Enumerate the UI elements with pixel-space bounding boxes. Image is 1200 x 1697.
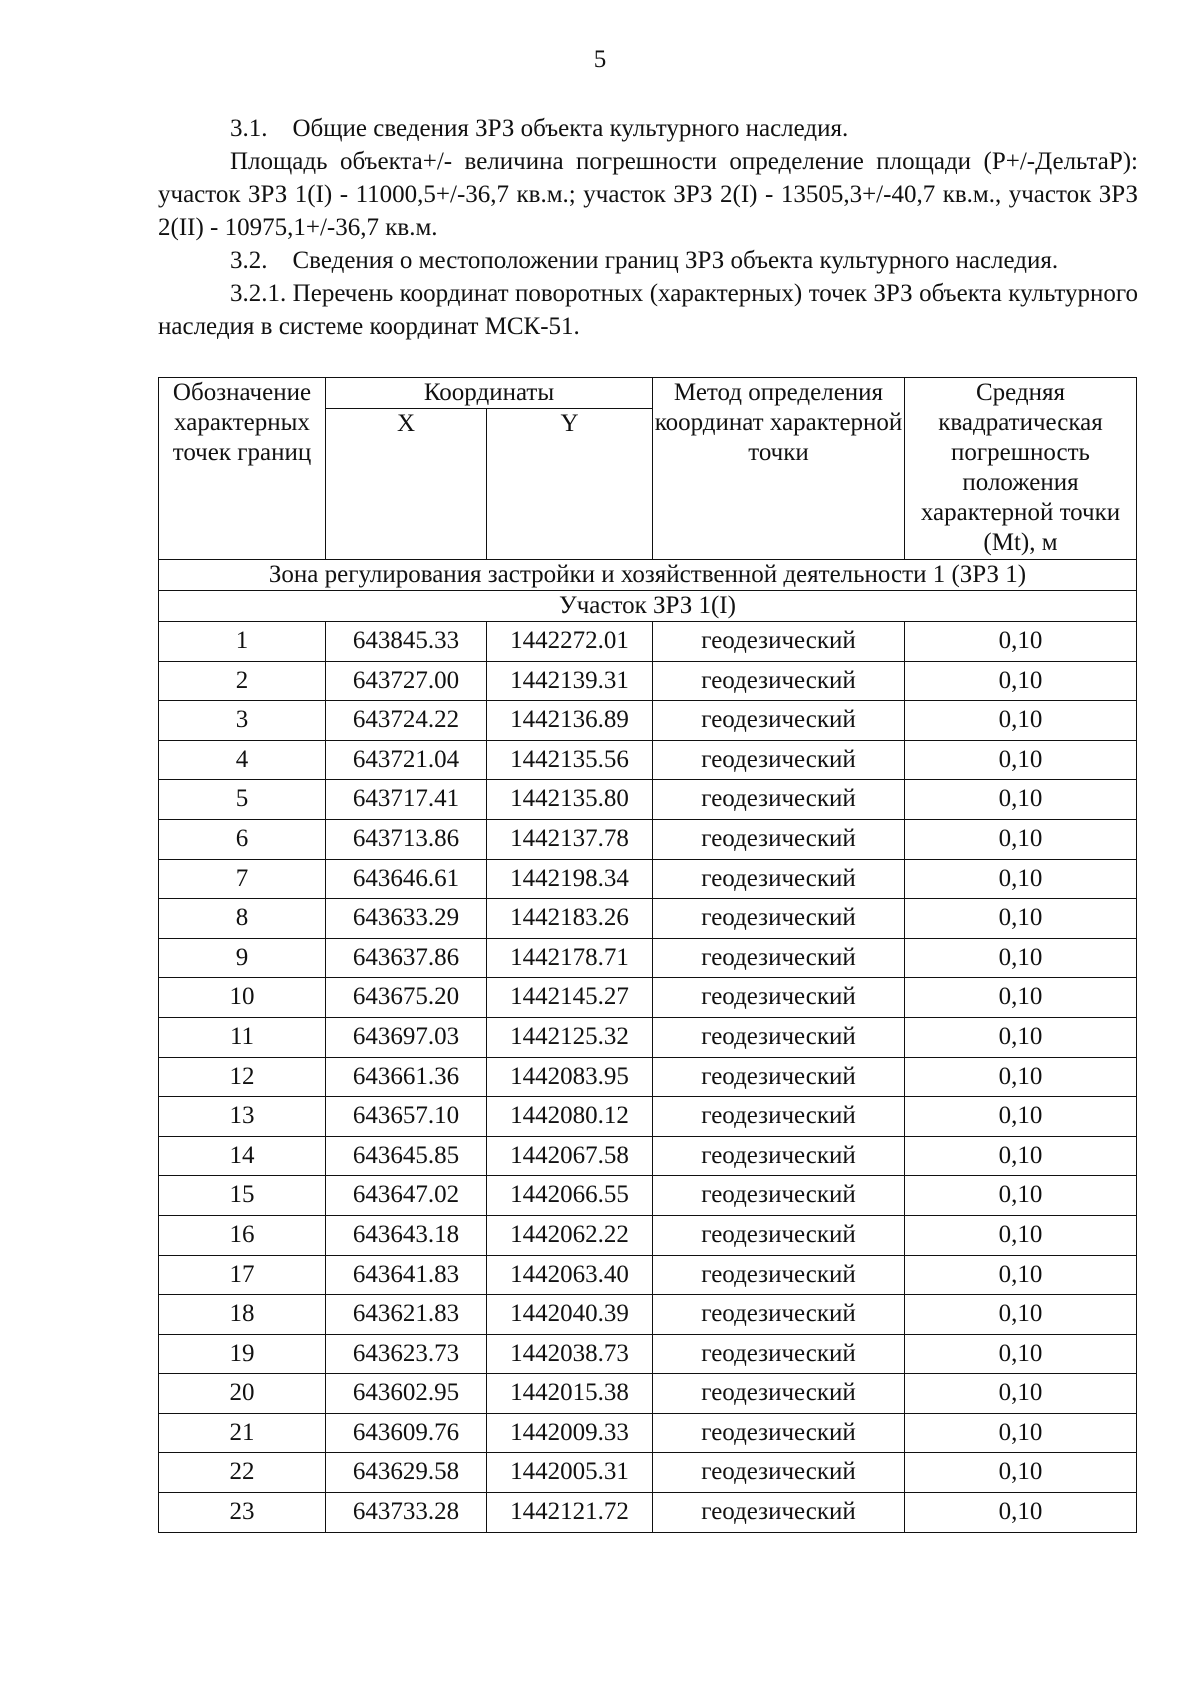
coord-y-cell: 1442005.31 bbox=[487, 1453, 653, 1493]
coord-y-cell: 1442125.32 bbox=[487, 1017, 653, 1057]
coord-y-cell: 1442135.80 bbox=[487, 780, 653, 820]
coord-y-cell: 1442083.95 bbox=[487, 1057, 653, 1097]
coord-y-cell: 1442038.73 bbox=[487, 1334, 653, 1374]
table-row bbox=[159, 740, 1137, 780]
method-cell: геодезический bbox=[653, 1255, 905, 1295]
coord-x-cell: 643675.20 bbox=[326, 978, 487, 1018]
table-row bbox=[159, 661, 1137, 701]
point-number-cell: 13 bbox=[159, 1097, 326, 1137]
coord-x-cell: 643697.03 bbox=[326, 1017, 487, 1057]
point-number-cell: 15 bbox=[159, 1176, 326, 1216]
coord-x-cell: 643721.04 bbox=[326, 740, 487, 780]
mean-error-cell: 0,10 bbox=[905, 1413, 1137, 1453]
point-number-cell: 7 bbox=[159, 859, 326, 899]
point-number-cell: 3 bbox=[159, 701, 326, 741]
mean-error-cell: 0,10 bbox=[905, 859, 1137, 899]
coord-y-cell: 1442015.38 bbox=[487, 1374, 653, 1414]
method-cell: геодезический bbox=[653, 780, 905, 820]
coord-y-cell: 1442066.55 bbox=[487, 1176, 653, 1216]
table-row bbox=[159, 1057, 1137, 1097]
table-row bbox=[159, 1453, 1137, 1493]
section-3-2-heading: 3.2. Сведения о местоположении границ ЗРЗ объекта культурного наследия. bbox=[230, 247, 1059, 274]
mean-error-cell: 0,10 bbox=[905, 899, 1137, 939]
table-row bbox=[159, 701, 1137, 741]
mean-error-cell: 0,10 bbox=[905, 661, 1137, 701]
table-row bbox=[159, 1097, 1137, 1137]
method-cell: геодезический bbox=[653, 740, 905, 780]
coord-x-cell: 643727.00 bbox=[326, 661, 487, 701]
table-header-row bbox=[159, 378, 1137, 409]
mean-error-cell: 0,10 bbox=[905, 978, 1137, 1018]
table-row bbox=[159, 1413, 1137, 1453]
coord-y-cell: 1442183.26 bbox=[487, 899, 653, 939]
table-row bbox=[159, 1215, 1137, 1255]
method-cell: геодезический bbox=[653, 1215, 905, 1255]
point-number-cell: 11 bbox=[159, 1017, 326, 1057]
method-cell: геодезический bbox=[653, 1334, 905, 1374]
coord-x-cell: 643647.02 bbox=[326, 1176, 487, 1216]
method-cell: геодезический bbox=[653, 1176, 905, 1216]
coord-x-cell: 643724.22 bbox=[326, 701, 487, 741]
document-body bbox=[158, 112, 1138, 343]
mean-error-cell: 0,10 bbox=[905, 622, 1137, 662]
point-number-cell: 12 bbox=[159, 1057, 326, 1097]
zone-title-row bbox=[159, 560, 1137, 591]
coord-x-cell: 643641.83 bbox=[326, 1255, 487, 1295]
section-3-1-area-text: Площадь объекта+/- величина погрешности определение площади (Р+/-ДельтаР): участок ЗРЗ 1(I) - 11000,5+/-36,7 кв.м.; участок ЗРЗ 2(I) - 13505,3+/-40,7 кв.м., участок ЗРЗ 2(II) - 10975,1+/-36,7 кв.м. bbox=[158, 148, 1138, 241]
coord-x-cell: 643609.76 bbox=[326, 1413, 487, 1453]
coord-y-cell: 1442040.39 bbox=[487, 1295, 653, 1335]
method-cell: геодезический bbox=[653, 819, 905, 859]
coord-x-cell: 643623.73 bbox=[326, 1334, 487, 1374]
coord-x-cell: 643629.58 bbox=[326, 1453, 487, 1493]
section-title-row bbox=[159, 591, 1137, 622]
table-row bbox=[159, 1176, 1137, 1216]
coord-y-cell: 1442067.58 bbox=[487, 1136, 653, 1176]
coord-x-cell: 643661.36 bbox=[326, 1057, 487, 1097]
point-number-cell: 21 bbox=[159, 1413, 326, 1453]
table-row bbox=[159, 1295, 1137, 1335]
method-cell: геодезический bbox=[653, 1453, 905, 1493]
header-y: Y bbox=[487, 409, 653, 560]
method-cell: геодезический bbox=[653, 899, 905, 939]
point-number-cell: 9 bbox=[159, 938, 326, 978]
coord-y-cell: 1442063.40 bbox=[487, 1255, 653, 1295]
coord-y-cell: 1442121.72 bbox=[487, 1493, 653, 1533]
coord-y-cell: 1442009.33 bbox=[487, 1413, 653, 1453]
coord-x-cell: 643621.83 bbox=[326, 1295, 487, 1335]
mean-error-cell: 0,10 bbox=[905, 740, 1137, 780]
mean-error-cell: 0,10 bbox=[905, 1057, 1137, 1097]
coord-y-cell: 1442145.27 bbox=[487, 978, 653, 1018]
table-row bbox=[159, 1374, 1137, 1414]
mean-error-cell: 0,10 bbox=[905, 1215, 1137, 1255]
point-number-cell: 6 bbox=[159, 819, 326, 859]
coord-y-cell: 1442136.89 bbox=[487, 701, 653, 741]
mean-error-cell: 0,10 bbox=[905, 819, 1137, 859]
table-row bbox=[159, 622, 1137, 662]
table-row bbox=[159, 938, 1137, 978]
point-number-cell: 16 bbox=[159, 1215, 326, 1255]
mean-error-cell: 0,10 bbox=[905, 938, 1137, 978]
method-cell: геодезический bbox=[653, 661, 905, 701]
method-cell: геодезический bbox=[653, 1374, 905, 1414]
mean-error-cell: 0,10 bbox=[905, 1136, 1137, 1176]
coordinates-table bbox=[158, 377, 1137, 1533]
table-row bbox=[159, 1136, 1137, 1176]
mean-error-cell: 0,10 bbox=[905, 780, 1137, 820]
point-number-cell: 22 bbox=[159, 1453, 326, 1493]
coord-x-cell: 643633.29 bbox=[326, 899, 487, 939]
coord-y-cell: 1442062.22 bbox=[487, 1215, 653, 1255]
method-cell: геодезический bbox=[653, 1097, 905, 1137]
coord-y-cell: 1442198.34 bbox=[487, 859, 653, 899]
method-cell: геодезический bbox=[653, 1017, 905, 1057]
point-number-cell: 5 bbox=[159, 780, 326, 820]
method-cell: геодезический bbox=[653, 1295, 905, 1335]
mean-error-cell: 0,10 bbox=[905, 1017, 1137, 1057]
method-cell: геодезический bbox=[653, 859, 905, 899]
point-number-cell: 23 bbox=[159, 1493, 326, 1533]
table-row bbox=[159, 1493, 1137, 1533]
zone-title: Зона регулирования застройки и хозяйственной деятельности 1 (ЗРЗ 1) bbox=[159, 560, 1137, 591]
table-row bbox=[159, 819, 1137, 859]
point-number-cell: 8 bbox=[159, 899, 326, 939]
table-row bbox=[159, 1017, 1137, 1057]
coord-y-cell: 1442139.31 bbox=[487, 661, 653, 701]
coord-x-cell: 643717.41 bbox=[326, 780, 487, 820]
mean-error-cell: 0,10 bbox=[905, 1334, 1137, 1374]
coord-x-cell: 643733.28 bbox=[326, 1493, 487, 1533]
section-title: Участок ЗРЗ 1(I) bbox=[159, 591, 1137, 622]
table-row bbox=[159, 1334, 1137, 1374]
method-cell: геодезический bbox=[653, 701, 905, 741]
coord-x-cell: 643657.10 bbox=[326, 1097, 487, 1137]
mean-error-cell: 0,10 bbox=[905, 1374, 1137, 1414]
table-body bbox=[159, 622, 1137, 1533]
coord-y-cell: 1442178.71 bbox=[487, 938, 653, 978]
header-designation: Обозначение характерных точек границ bbox=[159, 378, 326, 560]
section-3-2-1-heading: 3.2.1. Перечень координат поворотных (характерных) точек ЗРЗ объекта культурного наследия в системе координат МСК-51. bbox=[158, 280, 1138, 340]
point-number-cell: 4 bbox=[159, 740, 326, 780]
table-row bbox=[159, 899, 1137, 939]
table-row bbox=[159, 978, 1137, 1018]
mean-error-cell: 0,10 bbox=[905, 1255, 1137, 1295]
coord-x-cell: 643645.85 bbox=[326, 1136, 487, 1176]
coord-y-cell: 1442137.78 bbox=[487, 819, 653, 859]
point-number-cell: 14 bbox=[159, 1136, 326, 1176]
coord-x-cell: 643713.86 bbox=[326, 819, 487, 859]
mean-error-cell: 0,10 bbox=[905, 1176, 1137, 1216]
header-error: Средняя квадратическая погрешность положения характерной точки (Mt), м bbox=[905, 378, 1137, 560]
point-number-cell: 20 bbox=[159, 1374, 326, 1414]
coord-y-cell: 1442272.01 bbox=[487, 622, 653, 662]
point-number-cell: 10 bbox=[159, 978, 326, 1018]
point-number-cell: 1 bbox=[159, 622, 326, 662]
coord-x-cell: 643845.33 bbox=[326, 622, 487, 662]
mean-error-cell: 0,10 bbox=[905, 1453, 1137, 1493]
mean-error-cell: 0,10 bbox=[905, 1295, 1137, 1335]
header-coordinates: Координаты bbox=[326, 378, 653, 409]
method-cell: геодезический bbox=[653, 938, 905, 978]
method-cell: геодезический bbox=[653, 1413, 905, 1453]
header-method: Метод определения координат характерной точки bbox=[653, 378, 905, 560]
point-number-cell: 2 bbox=[159, 661, 326, 701]
method-cell: геодезический bbox=[653, 1057, 905, 1097]
section-3-1-heading: 3.1. Общие сведения ЗРЗ объекта культурного наследия. bbox=[230, 115, 849, 142]
coord-x-cell: 643646.61 bbox=[326, 859, 487, 899]
method-cell: геодезический bbox=[653, 1493, 905, 1533]
method-cell: геодезический bbox=[653, 1136, 905, 1176]
mean-error-cell: 0,10 bbox=[905, 1493, 1137, 1533]
header-x: X bbox=[326, 409, 487, 560]
coord-x-cell: 643602.95 bbox=[326, 1374, 487, 1414]
point-number-cell: 17 bbox=[159, 1255, 326, 1295]
method-cell: геодезический bbox=[653, 622, 905, 662]
coord-x-cell: 643643.18 bbox=[326, 1215, 487, 1255]
mean-error-cell: 0,10 bbox=[905, 1097, 1137, 1137]
point-number-cell: 19 bbox=[159, 1334, 326, 1374]
table-row bbox=[159, 1255, 1137, 1295]
point-number-cell: 18 bbox=[159, 1295, 326, 1335]
method-cell: геодезический bbox=[653, 978, 905, 1018]
mean-error-cell: 0,10 bbox=[905, 701, 1137, 741]
coord-y-cell: 1442080.12 bbox=[487, 1097, 653, 1137]
coord-x-cell: 643637.86 bbox=[326, 938, 487, 978]
page-number: 5 bbox=[593, 46, 607, 73]
coord-y-cell: 1442135.56 bbox=[487, 740, 653, 780]
table-row bbox=[159, 780, 1137, 820]
table-row bbox=[159, 859, 1137, 899]
